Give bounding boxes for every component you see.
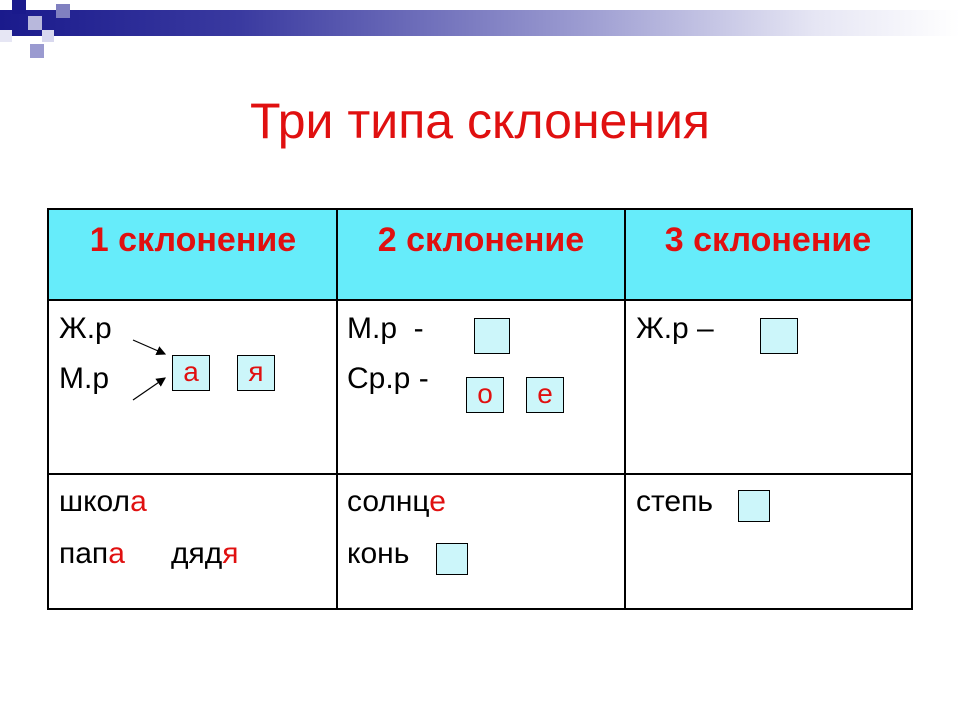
- ending-box-ya: я: [237, 355, 275, 391]
- gender-label-masculine: М.р -: [347, 312, 424, 345]
- header-declension-3: 3 склонение: [625, 210, 911, 300]
- decor-square: [12, 0, 26, 14]
- example-word: солнце: [347, 485, 446, 518]
- decor-square: [28, 16, 42, 30]
- page-title: Три типа склонения: [250, 93, 710, 149]
- ending-box-a: а: [172, 355, 210, 391]
- example-word: папа: [59, 537, 125, 570]
- arrow-icon: [133, 340, 165, 354]
- decor-square: [56, 4, 70, 18]
- gender-label-neuter: Ср.р -: [347, 362, 429, 395]
- example-word: конь: [347, 537, 410, 570]
- table-divider: [49, 473, 911, 475]
- example-word: дядя: [171, 537, 239, 570]
- table-divider: [624, 210, 626, 608]
- gender-label-feminine: Ж.р: [59, 312, 112, 345]
- table-divider: [49, 299, 911, 301]
- decor-square: [30, 44, 44, 58]
- decor-square: [42, 30, 54, 42]
- slide-banner: [0, 10, 960, 36]
- decor-square: [0, 30, 12, 42]
- example-word: школа: [59, 485, 147, 518]
- header-declension-1: 1 склонение: [49, 210, 337, 300]
- arrow-icon: [133, 378, 165, 400]
- empty-ending-box: [436, 543, 468, 575]
- header-declension-2: 2 склонение: [337, 210, 625, 300]
- empty-ending-box: [738, 490, 770, 522]
- example-word: степь: [636, 485, 713, 518]
- gender-label-feminine: Ж.р –: [636, 312, 714, 345]
- empty-ending-box: [474, 318, 510, 354]
- empty-ending-box: [760, 318, 798, 354]
- ending-box-e: е: [526, 377, 564, 413]
- ending-box-o: о: [466, 377, 504, 413]
- declension-table: [47, 208, 913, 610]
- table-divider: [336, 210, 338, 608]
- gender-label-masculine: М.р: [59, 362, 110, 395]
